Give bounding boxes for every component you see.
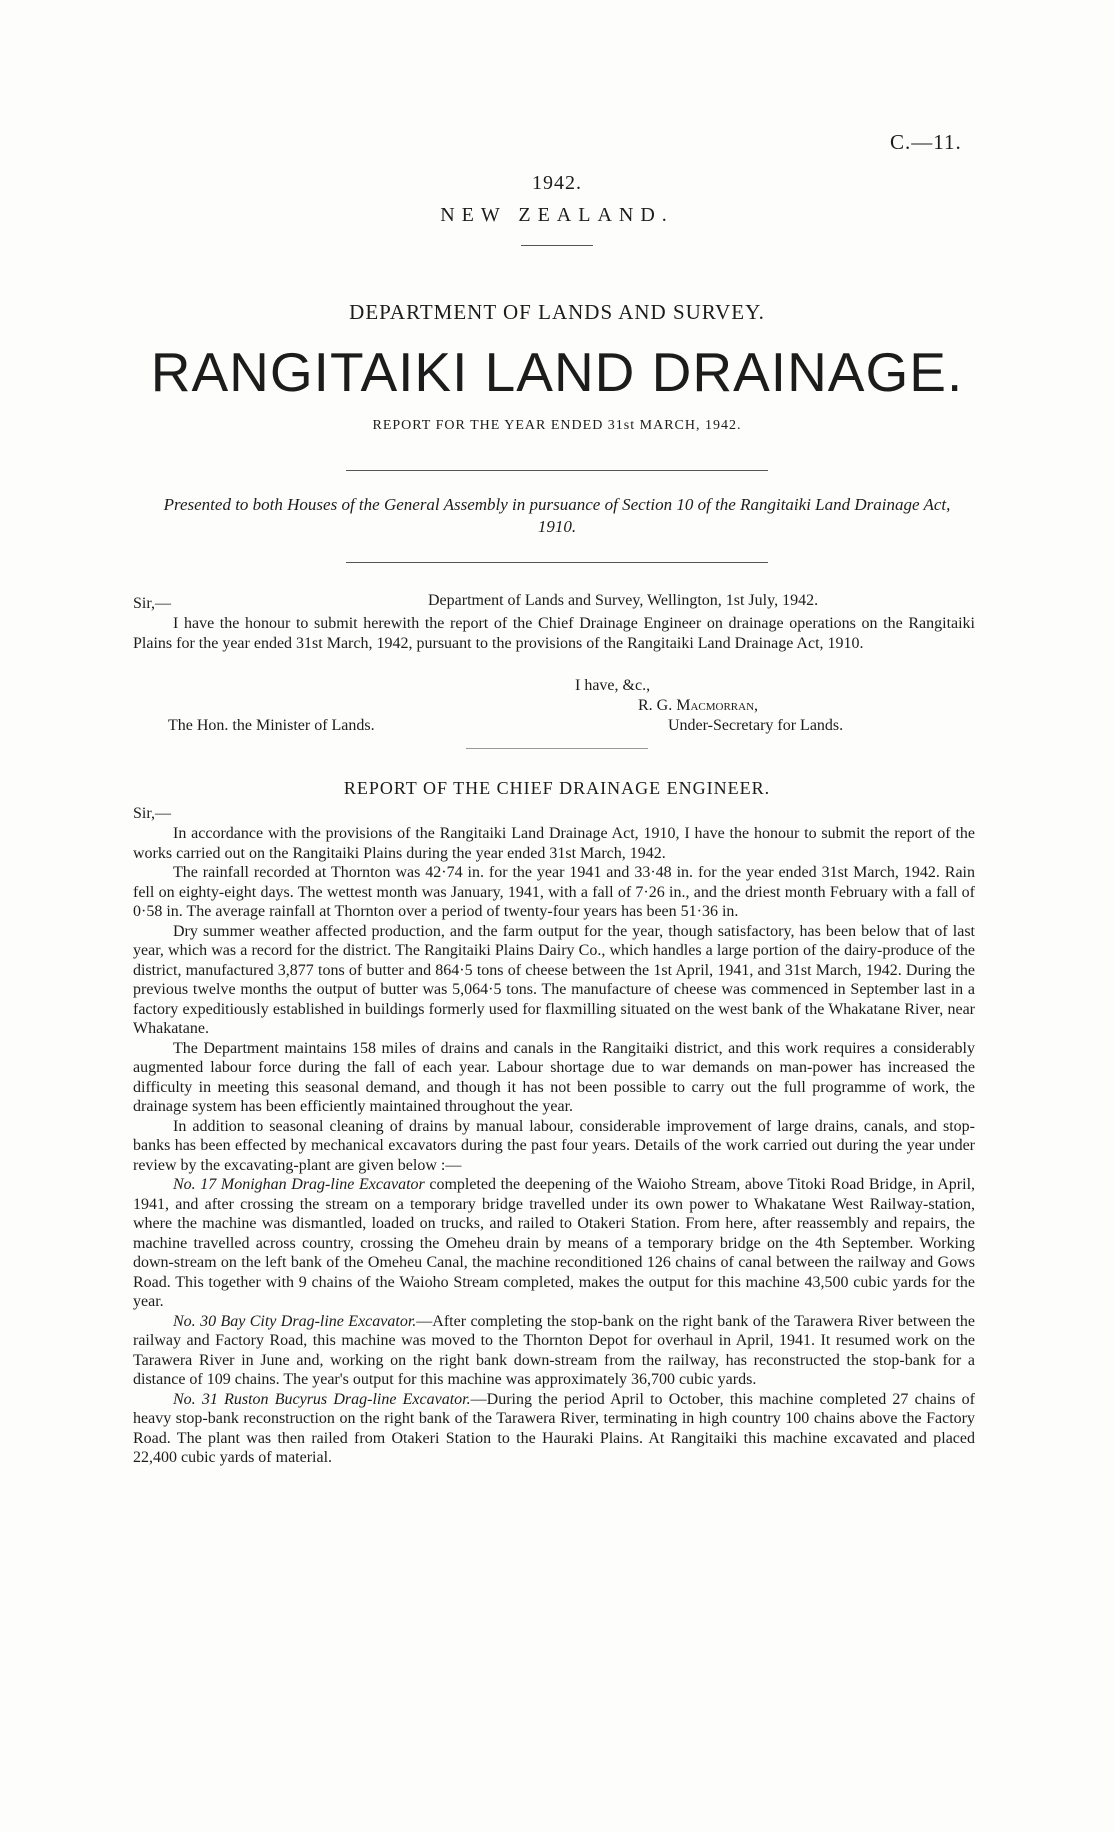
machine-text: completed the deepening of the Waioho Stream, above Titoki Road Bridge, in April, 1941, and after crossing the stream on a temporary bridge travelled under its own power to Whakatane West Railway-station, where the machine was dismantled, loaded on trucks, and railed to Otakeri Station. From here, after reassembly and repairs, the machine travelled across country, crossing the Omeheu drain by means of a temporary bridge on the 4th September. Working down-stream on the left bank of the Omeheu Canal, the machine reconditioned 126 chains of canal between the railway and Gows Road. This together with 9 chains of the Waioho Stream completed, makes the output for this machine 43,500 cubic yards for the year. [133,1176,976,1310]
country-heading: NEW ZEALAND. [440,204,674,226]
machine-label: No. 31 Ruston Bucyrus Drag-line Excavator. [173,1390,471,1408]
machine-paragraph-31 [133,1390,975,1468]
presentation-note: Presented to both Houses of the General Assembly in pursuance of Section 10 of the Rangitaiki Land Drainage Act, 1910. [163,495,951,536]
machine-paragraph-30 [133,1312,975,1390]
machine-text: —During the period April to October, this machine completed 27 chains of heavy stop-bank reconstruction on the right bank of the Tarawera River, terminating in high country 100 chains above the Factory Road. The plant was then railed from Otakeri Station to the Hauraki Plains. At Rangitaiki this machine excavated and placed 22,400 cubic yards of material. [133,1390,975,1466]
letter-salutation: Sir,— [133,595,172,612]
report-paragraph-rainfall: The rainfall recorded at Thornton was 42·74 in. for the year 1941 and 33·48 in. for the year ended 31st March, 1942. Rain fell on eighty-eight days. The wettest month was January, 1941, with a fall of 7·26 in., and the driest month February with a fall of 0·58 in. The average rainfall at Thornton over a period of twenty-four years has been 51·36 in. [133,864,975,920]
report-salutation: Sir,— [133,805,172,822]
divider [466,748,648,749]
document-subtitle: REPORT FOR THE YEAR ENDED 31st MARCH, 1942. [372,418,742,433]
letter-signatory: R. G. Macmorran, [638,697,759,714]
letter-paragraph: I have the honour to submit herewith the report of the Chief Drainage Engineer on drainage operations on the Rangitaiki Plains for the year ended 31st March, 1942, pursuant to the provisions of the Rangitaiki Land Drainage Act, 1910. [133,615,975,652]
machine-label: No. 17 Monighan Drag-line Excavator [173,1176,425,1193]
divider [346,562,768,563]
letter-address-line: Department of Lands and Survey, Wellington, 1st July, 1942. [428,592,819,609]
machine-text: —After completing the stop-bank on the right bank of the Tarawera River between the railway and Factory Road, this machine was moved to the Thornton Depot for overhaul in April, 1941. It resumed work on the Tarawera River in June and, working on the right bank down-stream from the railway, has reconstructed the stop-bank for a distance of 109 chains. The year's output for this machine was approximately 36,700 cubic yards. [133,1312,976,1388]
report-paragraph-maintenance: The Department maintains 158 miles of drains and canals in the Rangitaiki district, and this work requires a considerably augmented labour force during the fall of each year. Labour shortage due to war demands on man-power has increased the difficulty in meeting this seasonal demand, and though it has not been possible to carry out the full programme of work, the drainage system has been efficiently maintained throughout the year. [133,1039,975,1115]
document-title: RANGITAIKI LAND DRAINAGE. [150,341,964,403]
divider [346,470,768,471]
report-heading: REPORT OF THE CHIEF DRAINAGE ENGINEER. [343,778,771,798]
letter-body [133,614,975,653]
machine-label: No. 30 Bay City Drag-line Excavator. [173,1312,417,1330]
report-paragraph-production: Dry summer weather affected production, and the farm output for the year, though satisfactory, has been below that of last year, which was a record for the district. The Rangitaiki Plains Dairy Co., which handles a large portion of the dairy-produce of the district, manufactured 3,877 tons of butter and 864·5 tons of cheese between the 1st April, 1941, and 31st March, 1942. During the previous twelve months the output of butter was 5,064·5 tons. The manufacture of cheese was commenced in September last in a factory expeditiously established in buildings formerly used for flaxmilling situated on the west bank of the Whakatane River, near Whakatane. [133,922,975,1037]
document-year: 1942. [532,172,582,194]
machine-paragraph-17 [133,1175,975,1312]
divider [521,245,593,246]
letter-closing: I have, &c., [575,677,651,694]
letter-addressee: The Hon. the Minister of Lands. [168,717,375,734]
department-heading: DEPARTMENT OF LANDS AND SURVEY. [349,300,765,324]
report-body [133,824,975,1468]
letter-signatory-title: Under-Secretary for Lands. [668,717,844,734]
paper-reference: C.—11. [890,130,962,154]
report-paragraph-improvement: In addition to seasonal cleaning of drains by manual labour, considerable improvement of large drains, canals, and stop-banks has been effected by mechanical excavators during the past four years. Details of the work carried out during the year under review by the excavating-plant are given below :— [133,1117,975,1174]
report-paragraph-intro: In accordance with the provisions of the Rangitaiki Land Drainage Act, 1910, I have the honour to submit the report of the works carried out on the Rangitaiki Plains during the year ended 31st March, 1942. [133,825,975,862]
